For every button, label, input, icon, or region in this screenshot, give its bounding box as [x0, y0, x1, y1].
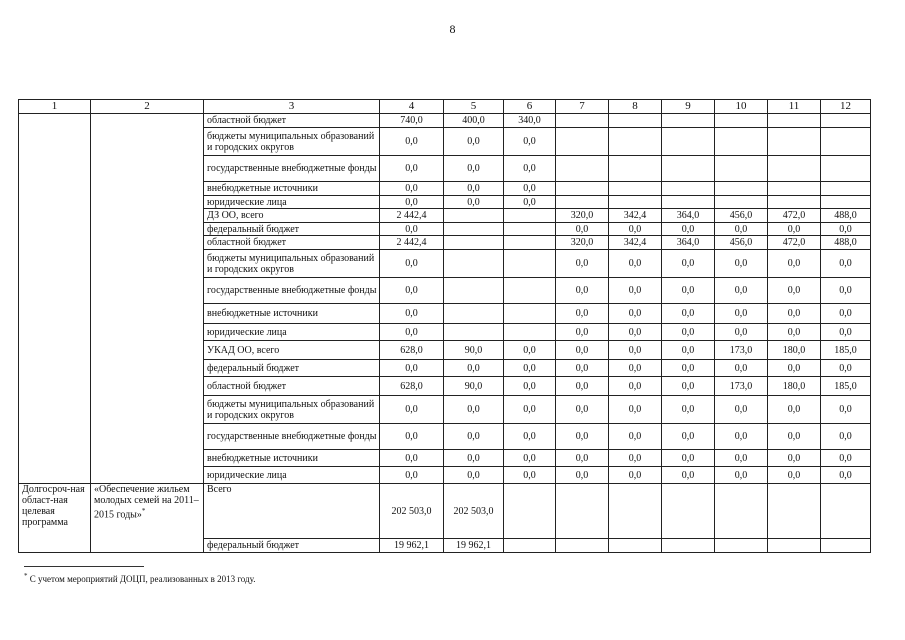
value-cell: 0,0	[715, 223, 768, 236]
source-label: УКАД ОО, всего	[204, 341, 380, 360]
value-cell: 0,0	[504, 156, 556, 182]
column-header-11: 11	[768, 100, 821, 114]
value-cell	[715, 539, 768, 553]
source-label: внебюджетные источники	[204, 450, 380, 467]
value-cell: 0,0	[380, 128, 444, 156]
program-footnote-mark: *	[141, 507, 146, 515]
value-cell: 0,0	[556, 396, 609, 424]
value-cell: 185,0	[821, 341, 871, 360]
value-cell	[609, 484, 662, 539]
value-cell: 0,0	[504, 467, 556, 484]
column-header-2: 2	[91, 100, 204, 114]
column-header-3: 3	[204, 100, 380, 114]
source-label: ДЗ ОО, всего	[204, 209, 380, 223]
footnote-text: С учетом мероприятий ДОЦП, реализованных в 2013 году.	[29, 574, 256, 584]
value-cell: 0,0	[609, 304, 662, 324]
value-cell	[504, 223, 556, 236]
value-cell: 0,0	[768, 360, 821, 377]
value-cell	[768, 539, 821, 553]
column-header-4: 4	[380, 100, 444, 114]
value-cell	[662, 156, 715, 182]
value-cell: 0,0	[556, 341, 609, 360]
value-cell: 0,0	[715, 467, 768, 484]
column-header-8: 8	[609, 100, 662, 114]
source-label: внебюджетные источники	[204, 304, 380, 324]
value-cell	[662, 114, 715, 128]
value-cell: 2 442,4	[380, 236, 444, 250]
source-label: государственные внебюджетные фонды	[204, 278, 380, 304]
value-cell: 0,0	[768, 223, 821, 236]
value-cell	[444, 209, 504, 223]
value-cell	[662, 128, 715, 156]
value-cell: 0,0	[444, 196, 504, 209]
value-cell: 320,0	[556, 236, 609, 250]
value-cell: 0,0	[768, 396, 821, 424]
value-cell: 0,0	[504, 396, 556, 424]
value-cell: 0,0	[821, 467, 871, 484]
value-cell: 0,0	[609, 341, 662, 360]
value-cell	[504, 278, 556, 304]
value-cell	[768, 196, 821, 209]
value-cell	[444, 250, 504, 278]
value-cell: 0,0	[380, 156, 444, 182]
value-cell	[609, 128, 662, 156]
table-row	[19, 114, 871, 128]
source-label: федеральный бюджет	[204, 223, 380, 236]
footnote-mark: *	[24, 572, 28, 580]
value-cell	[768, 114, 821, 128]
value-cell: 472,0	[768, 209, 821, 223]
value-cell: 740,0	[380, 114, 444, 128]
value-cell: 0,0	[556, 424, 609, 450]
value-cell: 0,0	[715, 250, 768, 278]
value-cell: 0,0	[380, 182, 444, 196]
value-cell: 0,0	[662, 223, 715, 236]
value-cell: 0,0	[662, 278, 715, 304]
value-cell	[715, 156, 768, 182]
value-cell: 0,0	[380, 223, 444, 236]
value-cell: 0,0	[662, 424, 715, 450]
value-cell: 0,0	[821, 324, 871, 341]
header-row	[19, 100, 871, 114]
value-cell: 0,0	[609, 324, 662, 341]
value-cell	[444, 278, 504, 304]
value-cell: 0,0	[556, 250, 609, 278]
source-label: государственные внебюджетные фонды	[204, 156, 380, 182]
value-cell: 0,0	[504, 182, 556, 196]
value-cell	[821, 196, 871, 209]
value-cell: 0,0	[380, 304, 444, 324]
value-cell: 0,0	[556, 278, 609, 304]
value-cell: 0,0	[821, 250, 871, 278]
value-cell: 0,0	[444, 182, 504, 196]
value-cell: 342,4	[609, 236, 662, 250]
value-cell: 628,0	[380, 377, 444, 396]
value-cell: 0,0	[821, 424, 871, 450]
value-cell: 0,0	[556, 377, 609, 396]
value-cell	[821, 128, 871, 156]
value-cell	[715, 114, 768, 128]
value-cell: 0,0	[380, 278, 444, 304]
column-header-10: 10	[715, 100, 768, 114]
value-cell	[768, 484, 821, 539]
value-cell: 0,0	[662, 467, 715, 484]
value-cell: 0,0	[662, 450, 715, 467]
value-cell: 364,0	[662, 209, 715, 223]
value-cell: 0,0	[768, 278, 821, 304]
value-cell	[821, 182, 871, 196]
value-cell: 456,0	[715, 209, 768, 223]
value-cell: 0,0	[662, 377, 715, 396]
value-cell: 0,0	[504, 450, 556, 467]
value-cell: 0,0	[821, 360, 871, 377]
value-cell: 364,0	[662, 236, 715, 250]
value-cell	[556, 156, 609, 182]
value-cell: 0,0	[380, 360, 444, 377]
value-cell: 0,0	[768, 304, 821, 324]
value-cell: 0,0	[444, 360, 504, 377]
column-header-1: 1	[19, 100, 91, 114]
value-cell: 0,0	[609, 278, 662, 304]
source-label: юридические лица	[204, 324, 380, 341]
value-cell	[609, 539, 662, 553]
value-cell	[768, 156, 821, 182]
value-cell: 0,0	[444, 396, 504, 424]
value-cell: 0,0	[662, 360, 715, 377]
value-cell: 0,0	[715, 396, 768, 424]
value-cell: 0,0	[380, 324, 444, 341]
program-row	[19, 484, 871, 539]
value-cell	[715, 182, 768, 196]
value-cell: 0,0	[662, 324, 715, 341]
value-cell: 0,0	[504, 360, 556, 377]
value-cell: 0,0	[380, 196, 444, 209]
value-cell: 0,0	[556, 467, 609, 484]
value-cell: 628,0	[380, 341, 444, 360]
column-header-12: 12	[821, 100, 871, 114]
column-header-7: 7	[556, 100, 609, 114]
value-cell: 0,0	[768, 450, 821, 467]
value-cell	[768, 182, 821, 196]
value-cell	[556, 128, 609, 156]
value-cell: 0,0	[380, 450, 444, 467]
value-cell: 0,0	[444, 424, 504, 450]
value-cell: 0,0	[609, 223, 662, 236]
value-cell: 0,0	[821, 396, 871, 424]
column-header-5: 5	[444, 100, 504, 114]
source-label: федеральный бюджет	[204, 360, 380, 377]
value-cell	[609, 156, 662, 182]
value-cell: 0,0	[556, 360, 609, 377]
value-cell: 0,0	[715, 304, 768, 324]
source-label: областной бюджет	[204, 114, 380, 128]
value-cell: 0,0	[821, 223, 871, 236]
value-cell	[768, 128, 821, 156]
page-number: 8	[449, 22, 456, 36]
value-cell	[662, 484, 715, 539]
value-cell	[609, 196, 662, 209]
value-cell: 0,0	[662, 304, 715, 324]
value-cell: 90,0	[444, 377, 504, 396]
value-cell: 0,0	[715, 450, 768, 467]
value-cell: 0,0	[715, 278, 768, 304]
source-label: Всего	[204, 484, 380, 539]
value-cell: 0,0	[609, 424, 662, 450]
value-cell: 456,0	[715, 236, 768, 250]
merged-col1-cell	[19, 114, 91, 484]
value-cell	[821, 484, 871, 539]
value-cell: 340,0	[504, 114, 556, 128]
value-cell: 202 503,0	[380, 484, 444, 539]
value-cell: 0,0	[380, 467, 444, 484]
value-cell: 0,0	[768, 324, 821, 341]
value-cell: 0,0	[715, 324, 768, 341]
value-cell	[662, 196, 715, 209]
value-cell: 472,0	[768, 236, 821, 250]
value-cell: 342,4	[609, 209, 662, 223]
source-label: федеральный бюджет	[204, 539, 380, 553]
value-cell	[504, 236, 556, 250]
source-label: бюджеты муниципальных образований и городских округов	[204, 396, 380, 424]
value-cell: 0,0	[444, 156, 504, 182]
value-cell	[821, 114, 871, 128]
value-cell: 0,0	[768, 250, 821, 278]
source-label: юридические лица	[204, 196, 380, 209]
program-type: Долгосроч-ная област-ная целевая программа	[19, 484, 91, 553]
value-cell: 0,0	[715, 360, 768, 377]
value-cell	[609, 114, 662, 128]
value-cell	[444, 223, 504, 236]
value-cell: 0,0	[504, 377, 556, 396]
value-cell: 0,0	[662, 250, 715, 278]
value-cell	[821, 539, 871, 553]
source-label: бюджеты муниципальных образований и городских округов	[204, 128, 380, 156]
value-cell: 0,0	[444, 467, 504, 484]
merged-col2-cell	[91, 114, 204, 484]
value-cell: 0,0	[609, 360, 662, 377]
value-cell	[556, 182, 609, 196]
value-cell	[444, 236, 504, 250]
value-cell: 0,0	[444, 450, 504, 467]
value-cell: 0,0	[380, 250, 444, 278]
source-label: областной бюджет	[204, 236, 380, 250]
value-cell: 19 962,1	[380, 539, 444, 553]
value-cell: 0,0	[609, 467, 662, 484]
value-cell: 202 503,0	[444, 484, 504, 539]
value-cell: 0,0	[609, 377, 662, 396]
value-cell	[556, 114, 609, 128]
value-cell: 0,0	[609, 450, 662, 467]
value-cell: 185,0	[821, 377, 871, 396]
value-cell: 488,0	[821, 209, 871, 223]
value-cell	[556, 539, 609, 553]
value-cell	[504, 250, 556, 278]
value-cell: 0,0	[768, 424, 821, 450]
value-cell	[715, 484, 768, 539]
column-header-6: 6	[504, 100, 556, 114]
value-cell: 0,0	[556, 324, 609, 341]
value-cell: 0,0	[821, 450, 871, 467]
value-cell	[444, 324, 504, 341]
value-cell	[504, 304, 556, 324]
value-cell	[556, 484, 609, 539]
value-cell: 0,0	[662, 396, 715, 424]
budget-table	[18, 99, 871, 553]
value-cell: 0,0	[504, 341, 556, 360]
value-cell: 0,0	[504, 424, 556, 450]
value-cell: 488,0	[821, 236, 871, 250]
source-label: внебюджетные источники	[204, 182, 380, 196]
value-cell: 0,0	[821, 304, 871, 324]
value-cell: 0,0	[715, 424, 768, 450]
column-header-9: 9	[662, 100, 715, 114]
value-cell: 180,0	[768, 341, 821, 360]
value-cell: 0,0	[609, 396, 662, 424]
value-cell: 0,0	[768, 467, 821, 484]
value-cell: 0,0	[609, 250, 662, 278]
value-cell: 0,0	[504, 196, 556, 209]
value-cell: 0,0	[556, 223, 609, 236]
value-cell	[504, 484, 556, 539]
value-cell: 0,0	[821, 278, 871, 304]
value-cell: 19 962,1	[444, 539, 504, 553]
value-cell	[504, 324, 556, 341]
source-label: государственные внебюджетные фонды	[204, 424, 380, 450]
value-cell	[504, 209, 556, 223]
value-cell: 180,0	[768, 377, 821, 396]
value-cell: 400,0	[444, 114, 504, 128]
value-cell	[504, 539, 556, 553]
value-cell: 0,0	[380, 396, 444, 424]
value-cell: 173,0	[715, 341, 768, 360]
value-cell	[715, 128, 768, 156]
value-cell	[556, 196, 609, 209]
value-cell: 0,0	[556, 304, 609, 324]
value-cell: 90,0	[444, 341, 504, 360]
value-cell	[444, 304, 504, 324]
value-cell: 0,0	[662, 341, 715, 360]
program-name-text: «Обеспечение жильем молодых семей на 2011–2015 годы»	[94, 484, 199, 521]
footnote	[24, 572, 255, 584]
value-cell: 2 442,4	[380, 209, 444, 223]
value-cell: 0,0	[504, 128, 556, 156]
source-label: областной бюджет	[204, 377, 380, 396]
value-cell: 0,0	[444, 128, 504, 156]
source-label: бюджеты муниципальных образований и городских округов	[204, 250, 380, 278]
value-cell	[715, 196, 768, 209]
footnote-divider	[24, 566, 144, 567]
value-cell	[662, 539, 715, 553]
value-cell: 173,0	[715, 377, 768, 396]
value-cell: 0,0	[556, 450, 609, 467]
source-label: юридические лица	[204, 467, 380, 484]
value-cell	[821, 156, 871, 182]
value-cell	[662, 182, 715, 196]
program-name	[91, 484, 204, 553]
value-cell: 0,0	[380, 424, 444, 450]
value-cell: 320,0	[556, 209, 609, 223]
value-cell	[609, 182, 662, 196]
